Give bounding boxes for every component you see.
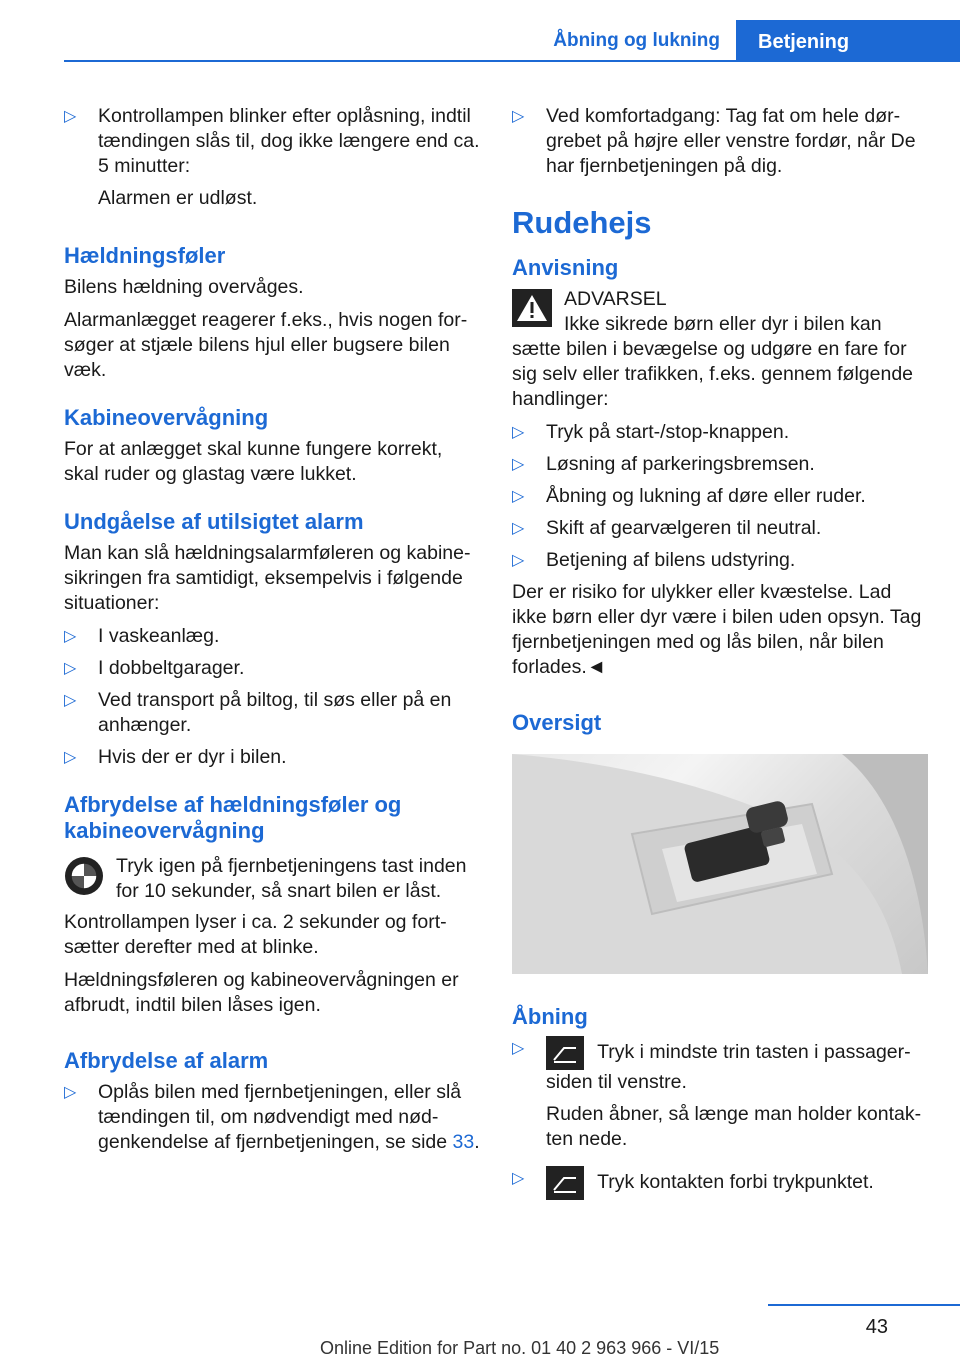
list-item-text: Tryk kontakten forbi trykpunktet.	[597, 1171, 874, 1194]
stop-alarm-list	[64, 1080, 480, 1155]
warning-conclusion: Der er risiko for ulykker eller kvæstelse. Lad ikke børn eller dyr være i bilen uden opsyn. Tag fjernbetjeningen med og lås bilen, når bilen forlades.◄	[512, 581, 922, 678]
list-item-text: Kontrollampen blinker efter oplåsning, indtil tændingen slås til, dog ikke længere end ca. 5 minutter:	[98, 105, 480, 177]
bullet-arrow-icon: ▷	[64, 749, 77, 766]
header-chapter-tab: Betjening	[736, 20, 960, 62]
list-item-text: I dobbeltgarager.	[98, 657, 245, 679]
list-item-subtext: Ruden åbner, så længe man holder kontakten nede.	[546, 1103, 922, 1150]
warning-title: ADVARSEL	[564, 288, 667, 310]
warning-block	[512, 287, 928, 312]
warning-text: Ikke sikrede børn eller dyr i bilen kan sætte bilen i bevægelse og udgøre en fare for sig selv eller trafikken, f.eks. gennem følgende handlinger:	[512, 313, 914, 410]
list-item	[512, 516, 928, 541]
list-item-text: Løsning af parkeringsbremsen.	[546, 453, 815, 475]
warning-triangle-icon	[512, 289, 552, 327]
list-item-text: Tryk på start-/stop-knappen.	[546, 421, 790, 443]
page-reference-link[interactable]: 33	[452, 1131, 475, 1153]
bullet-arrow-icon: ▷	[64, 660, 77, 677]
heading-cabin-monitoring: Kabineovervågning	[64, 405, 269, 430]
bullet-arrow-icon: ▷	[512, 456, 525, 473]
list-item-text: Skift af gearvælgeren til neutral.	[546, 517, 822, 539]
paragraph: Kontrollampen lyser i ca. 2 sekunder og fortsætter derefter med at blinke.	[64, 911, 447, 958]
paragraph: Bilens hældning overvåges.	[64, 276, 304, 298]
list-item	[512, 104, 928, 179]
list-item	[512, 420, 928, 445]
right-column	[512, 100, 928, 1207]
list-item-text: Ved komfortadgang: Tag fat om hele dørgrebet på højre eller venstre fordør, når De har fjernbetjeningen på dig.	[546, 105, 916, 177]
bullet-arrow-icon: ▷	[512, 520, 525, 537]
paragraph: Man kan slå hældningsalarmføleren og kabinesikringen fra samtidigt, eksempelvis i følgende situationer:	[64, 542, 471, 614]
list-item-end: .	[474, 1131, 480, 1153]
paragraph: For at anlægget skal kunne fungere korrekt, skal ruder og glastag være lukket.	[64, 438, 443, 485]
bullet-arrow-icon: ▷	[512, 488, 525, 505]
list-item	[64, 656, 480, 681]
heading-opening: Åbning	[512, 1004, 588, 1029]
list-item-text: Åbning og lukning af døre eller ruder.	[546, 485, 866, 507]
door-switch-photo	[512, 754, 928, 974]
list-item-subtext: Alarmen er udløst.	[98, 187, 258, 209]
edition-footer: Online Edition for Part no. 01 40 2 963 966 - VI/15	[320, 1338, 720, 1358]
remote-instruction	[64, 854, 480, 904]
list-item	[64, 1080, 480, 1155]
bullet-arrow-icon: ▷	[64, 1084, 77, 1101]
indicator-list	[64, 104, 480, 211]
hazard-list	[512, 420, 928, 573]
footer-rule	[768, 1304, 960, 1306]
page-number: 43	[865, 1316, 888, 1338]
bmw-key-icon	[64, 856, 104, 896]
list-item-text: Betjening af bilens udstyring.	[546, 549, 796, 571]
heading-disable-sensors: Afbrydelse af hældningsføler og kabineovervågning	[64, 792, 402, 843]
paragraph: Tryk igen på fjernbetjeningens tast inden for 10 sekunder, så snart bilen er låst.	[116, 855, 467, 902]
heading-tilt-sensor: Hældningsføler	[64, 243, 226, 268]
list-item	[512, 548, 928, 573]
window-switch-icon	[546, 1166, 584, 1200]
heading-overview: Oversigt	[512, 710, 602, 735]
heading-power-windows: Rudehejs	[512, 205, 652, 240]
bullet-arrow-icon: ▷	[512, 1040, 525, 1057]
bullet-arrow-icon: ▷	[512, 424, 525, 441]
list-item	[64, 745, 480, 770]
list-item	[64, 104, 480, 211]
list-item	[64, 624, 480, 649]
list-item	[64, 688, 480, 738]
comfort-list	[512, 104, 928, 179]
paragraph: Alarmanlægget reagerer f.eks., hvis nogen forsøger at stjæle bilens hjul eller bugsere bilen væk.	[64, 309, 468, 381]
list-item-text: Oplås bilen med fjernbetjeningen, eller slå tændingen til, om nødvendigt med nødgenkendelse af fjernbetjeningen, se side	[98, 1081, 462, 1153]
bullet-arrow-icon: ▷	[512, 552, 525, 569]
heading-avoid-alarm: Undgåelse af utilsigtet alarm	[64, 509, 364, 534]
list-item-text: I vaskeanlæg.	[98, 625, 220, 647]
paragraph: Hældningsføleren og kabineovervågningen er afbrudt, indtil bilen låses igen.	[64, 969, 459, 1016]
list-item-text: Ved transport på biltog, til søs eller på en anhænger.	[98, 689, 452, 736]
bullet-arrow-icon: ▷	[512, 108, 525, 125]
bullet-arrow-icon: ▷	[64, 692, 77, 709]
left-column	[64, 100, 480, 1162]
header-rule	[64, 60, 960, 62]
list-item	[512, 452, 928, 477]
list-item-text: Hvis der er dyr i bilen.	[98, 746, 287, 768]
list-item	[512, 1166, 928, 1200]
opening-list	[512, 1036, 928, 1200]
situation-list	[64, 624, 480, 770]
header-section-title: Åbning og lukning	[553, 30, 720, 51]
window-switch-icon	[546, 1036, 584, 1070]
heading-stop-alarm: Afbrydelse af alarm	[64, 1048, 269, 1073]
window-switch-panel-illustration	[512, 754, 928, 974]
bullet-arrow-icon: ▷	[512, 1170, 525, 1187]
heading-notice: Anvisning	[512, 255, 619, 280]
bullet-arrow-icon: ▷	[64, 628, 77, 645]
list-item	[512, 484, 928, 509]
list-item	[512, 1036, 928, 1152]
bullet-arrow-icon: ▷	[64, 108, 77, 125]
list-item-text: Tryk i mindste trin tasten i passagersiden til venstre.	[546, 1041, 911, 1093]
